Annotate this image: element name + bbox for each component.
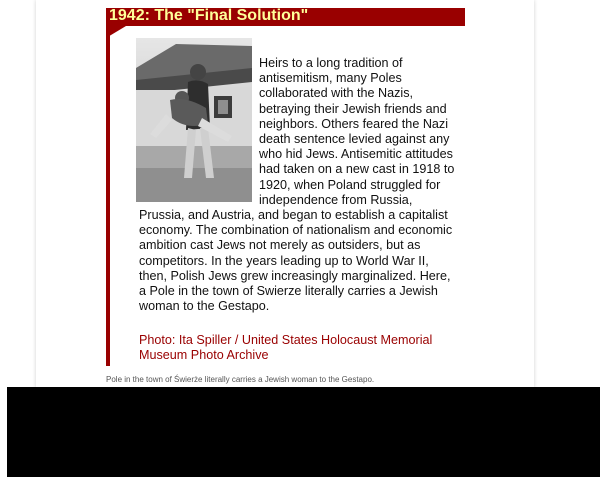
figure-title: 1942: The "Final Solution"	[109, 7, 309, 24]
photo-credit: Photo: Ita Spiller / United States Holocaust Memorial Museum Photo Archive	[139, 333, 433, 363]
title-bar	[106, 8, 465, 26]
historical-figure-panel	[106, 8, 466, 368]
image-caption: Pole in the town of Świerże literally carries a Jewish woman to the Gestapo.	[106, 375, 375, 384]
photo-text-wrap-spacer	[139, 56, 259, 202]
figure-body: Heirs to a long tradition of antisemitism, many Poles collaborated with the Nazis, betraying their Jewish friends and neighbors. Others feared the Nazi death sentence levied against any who hid Jews. Antisemitic attitudes had taken on a new cast in 1918 to 1920, when Poland struggled for independence from Russia, Prussia, and Austria, and began to establish a capitalist economy. The combination of nationalism and economic ambition cast Jews not merely as outsiders, but as competitors. In the years leading up to World War II, then, Polish Jews grew increasingly marginalized. Here, a Pole in the town of Swierze literally carries a Jewish woman to the Gestapo.	[139, 56, 455, 314]
black-band	[7, 387, 600, 477]
left-rule	[106, 26, 110, 366]
figure-body-text	[139, 56, 457, 314]
